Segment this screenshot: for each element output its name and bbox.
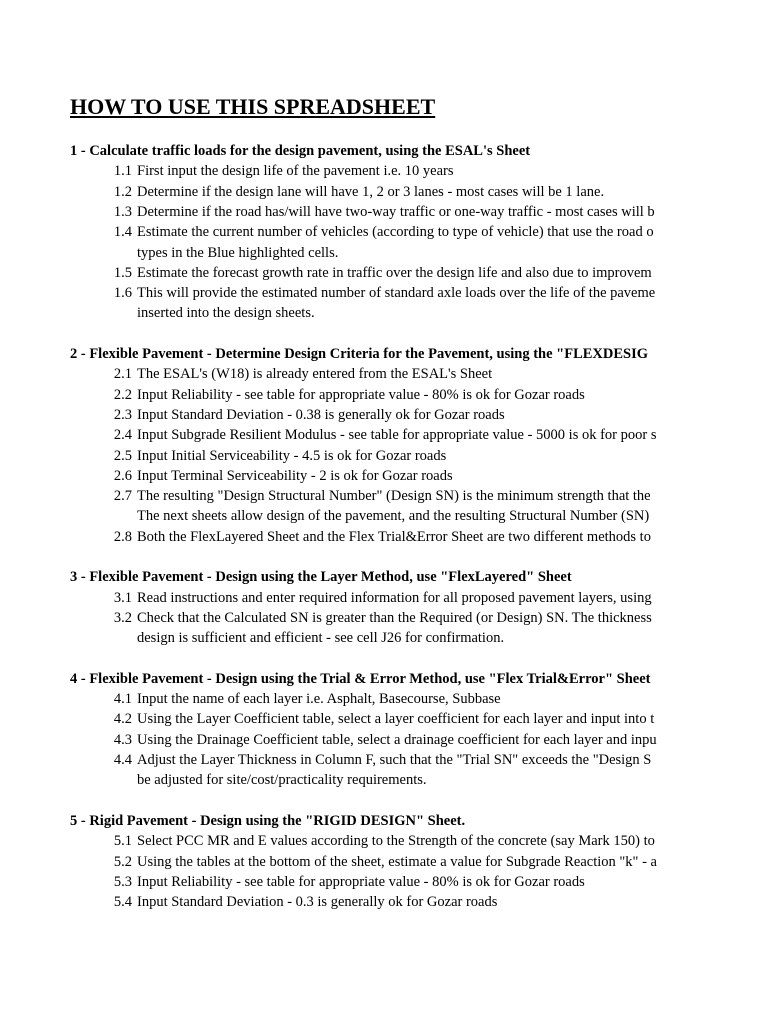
step-text: Input Standard Deviation - 0.3 is generally ok for Gozar roads	[137, 894, 498, 911]
step-text: Input Subgrade Resilient Modulus - see table for appropriate value - 5000 is ok for poor s	[137, 427, 657, 444]
step-text: Select PCC MR and E values according to the Strength of the concrete (say Mark 150) to	[137, 833, 655, 850]
step-text: inserted into the design sheets.	[137, 305, 315, 322]
step-number: 1.1	[113, 163, 132, 180]
step-text: First input the design life of the pavement i.e. 10 years	[137, 163, 454, 180]
step-text: Determine if the road has/will have two-way traffic or one-way traffic - most cases will b	[137, 203, 655, 220]
step-text: Using the Layer Coefficient table, select a layer coefficient for each layer and input into t	[137, 711, 655, 728]
section-heading: 3 - Flexible Pavement - Design using the Layer Method, use "FlexLayered" Sheet	[70, 569, 572, 586]
step-text: Using the Drainage Coefficient table, select a drainage coefficient for each layer and inpu	[137, 731, 657, 748]
step-text: Read instructions and enter required information for all proposed pavement layers, using	[137, 589, 652, 606]
step-text: Both the FlexLayered Sheet and the Flex Trial&Error Sheet are two different methods to	[137, 528, 651, 545]
step-number: 1.2	[113, 183, 132, 200]
step-number: 1.5	[113, 264, 132, 281]
step-number: 2.5	[113, 447, 132, 464]
step-text: Input the name of each layer i.e. Asphalt, Basecourse, Subbase	[137, 691, 501, 708]
step-text: types in the Blue highlighted cells.	[137, 244, 339, 261]
step-number: 4.3	[113, 731, 132, 748]
section-heading: 5 - Rigid Pavement - Design using the "RIGID DESIGN" Sheet.	[70, 812, 466, 829]
step-text: Input Terminal Serviceability - 2 is ok for Gozar roads	[137, 467, 453, 484]
step-text: Input Initial Serviceability - 4.5 is ok for Gozar roads	[137, 447, 447, 464]
step-text: The next sheets allow design of the pavement, and the resulting Structural Number (SN)	[137, 508, 650, 525]
section-heading: 4 - Flexible Pavement - Design using the Trial & Error Method, use "Flex Trial&Error" Sheet	[70, 670, 651, 687]
step-text: This will provide the estimated number of standard axle loads over the life of the paveme	[137, 285, 656, 302]
step-number: 2.6	[113, 467, 132, 484]
step-text: Determine if the design lane will have 1, 2 or 3 lanes - most cases will be 1 lane.	[137, 183, 605, 200]
step-number: 2.2	[113, 386, 132, 403]
step-text: Estimate the forecast growth rate in traffic over the design life and also due to improvem	[137, 264, 652, 281]
step-number: 1.6	[113, 285, 132, 302]
step-number: 1.3	[113, 203, 132, 220]
step-text: The ESAL's (W18) is already entered from the ESAL's Sheet	[137, 366, 493, 383]
step-text: Check that the Calculated SN is greater than the Required (or Design) SN. The thickness	[137, 609, 652, 626]
section-heading: 1 - Calculate traffic loads for the design pavement, using the ESAL's Sheet	[70, 143, 531, 159]
step-number: 4.2	[113, 711, 132, 728]
step-number: 1.4	[113, 224, 132, 241]
step-text: design is sufficient and efficient - see cell J26 for confirmation.	[137, 630, 505, 647]
step-number: 2.3	[113, 406, 132, 423]
page-title: HOW TO USE THIS SPREADSHEET	[70, 94, 436, 119]
step-number: 5.2	[113, 853, 132, 870]
step-number: 3.2	[113, 609, 132, 626]
step-text: Estimate the current number of vehicles (according to type of vehicle) that use the road o	[137, 224, 654, 241]
step-text: Input Reliability - see table for appropriate value - 80% is ok for Gozar roads	[137, 386, 585, 403]
step-number: 4.4	[113, 752, 132, 768]
step-number: 2.8	[113, 528, 132, 545]
step-number: 2.4	[113, 427, 132, 444]
step-number: 4.1	[113, 691, 132, 708]
step-text: Input Standard Deviation - 0.38 is generally ok for Gozar roads	[137, 406, 505, 423]
step-number: 5.1	[113, 833, 132, 850]
step-text: The resulting "Design Structural Number" (Design SN) is the minimum strength that the	[137, 488, 651, 505]
step-number: 2.7	[113, 488, 132, 505]
step-text: be adjusted for site/cost/practicality requirements.	[137, 772, 427, 789]
step-number: 5.4	[113, 894, 132, 911]
step-number: 5.3	[113, 873, 132, 890]
step-text: Using the tables at the bottom of the sheet, estimate a value for Subgrade Reaction "k" - a	[137, 853, 657, 870]
step-number: 2.1	[113, 366, 132, 383]
section-heading: 2 - Flexible Pavement - Determine Design Criteria for the Pavement, using the "FLEXDESIG	[70, 346, 649, 362]
step-text: Input Reliability - see table for appropriate value - 80% is ok for Gozar roads	[137, 873, 585, 890]
step-text: Adjust the Layer Thickness in Column F, such that the "Trial SN" exceeds the "Design S	[137, 752, 652, 768]
step-number: 3.1	[113, 589, 132, 606]
